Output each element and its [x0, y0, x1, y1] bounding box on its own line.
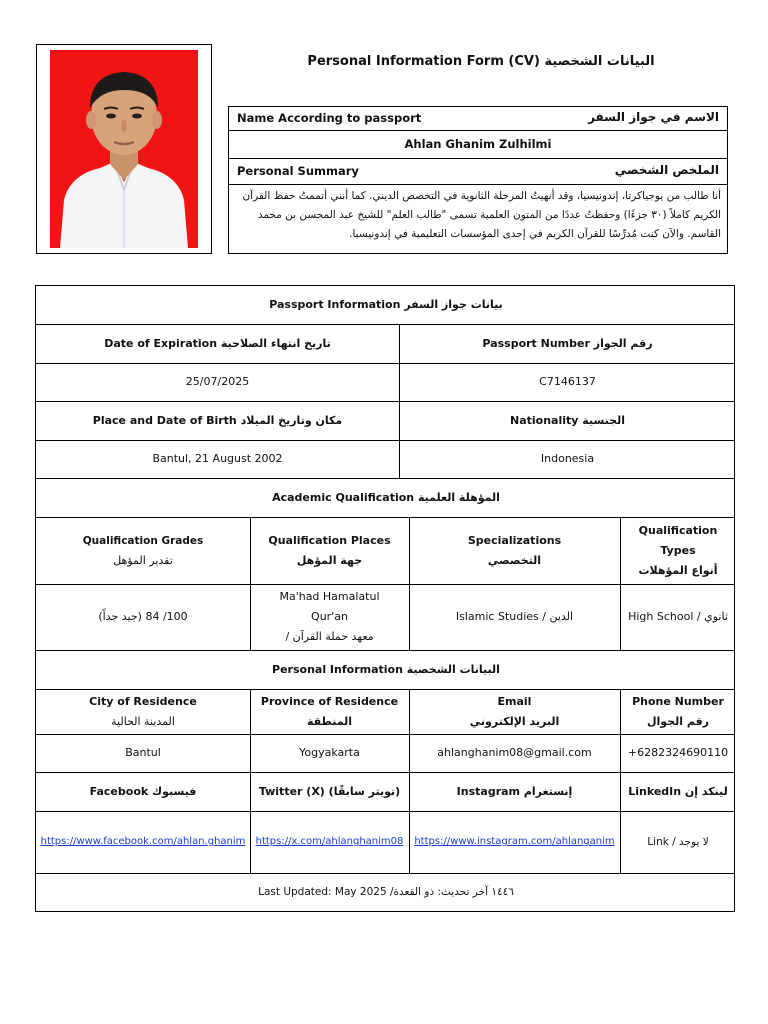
- phone-value[interactable]: +6282324690110: [627, 746, 729, 759]
- place-value: [250, 584, 409, 650]
- expiry-label: Date of Expiration تاريخ انتهاء الصلاحية: [104, 336, 331, 350]
- name-label-row: [229, 107, 727, 131]
- city-header: [36, 689, 250, 734]
- summary-label-row: [229, 159, 727, 185]
- province-label-en: Province of Residence: [260, 694, 399, 708]
- twitter-link[interactable]: https://x.com/ahlanghanim08: [255, 836, 404, 847]
- email-label-en: Email: [497, 694, 532, 708]
- place-value-line-3: معهد حملة القرآن /: [285, 630, 374, 643]
- phone-label-ar: رقم الجوال: [646, 714, 710, 728]
- specializations-label-ar: التخصصي: [487, 553, 542, 567]
- types-header: [620, 517, 736, 584]
- places-label-en: Qualification Places: [268, 533, 391, 547]
- city-label-en: City of Residence: [89, 694, 197, 708]
- twitter-label: Twitter (X) (تويتر سابقًا): [258, 784, 401, 798]
- province-label-ar: المنطقة: [306, 714, 353, 728]
- city-value: Bantul: [125, 746, 161, 759]
- places-label-ar: جهة المؤهل: [296, 553, 363, 567]
- instagram-label: Instagram إنستغرام: [456, 784, 573, 798]
- summary-label-en: Personal Summary: [237, 164, 359, 178]
- summary-label-ar: الملخص الشخصي: [614, 163, 719, 177]
- instagram-link[interactable]: https://www.instagram.com/ahlanganim: [414, 836, 615, 847]
- birth-label: Place and Date of Birth مكان وتاريخ الميلاد: [92, 413, 343, 427]
- name-value: Ahlan Ghanim Zulhilmi: [404, 137, 552, 151]
- last-updated: Last Updated: May 2025 /١٤٤٦ آخر تحديث: ذو القعدة: [258, 886, 514, 898]
- personal-section-header: Personal Information البيانات الشخصية: [272, 662, 500, 676]
- types-label-en-1: Qualification: [638, 523, 718, 537]
- grade-value: (جيد جداً) 100/ 84: [98, 610, 188, 623]
- name-summary-table: [228, 106, 728, 254]
- types-label-en-2: Types: [660, 543, 696, 557]
- places-header: [250, 517, 409, 584]
- main-info-table: [35, 285, 735, 912]
- phone-header: [620, 689, 736, 734]
- facebook-link[interactable]: https://www.facebook.com/ahlan.ghanim: [40, 836, 246, 847]
- expiry-value: 25/07/2025: [185, 375, 250, 388]
- email-label-ar: البريد الإلكتروني: [469, 714, 560, 728]
- grades-label-ar: تقدير المؤهل: [113, 553, 173, 567]
- linkedin-value: Link / لا يوجد: [647, 836, 709, 848]
- passport-number-label: Passport Number رقم الجواز: [482, 336, 653, 350]
- type-value: High School / ثانوي: [628, 610, 728, 623]
- form-title: Personal Information Form (CV) البيانات الشخصية: [307, 54, 655, 69]
- place-value-line-2: Qur'an: [311, 610, 348, 623]
- grades-header: [36, 517, 250, 584]
- summary-text: أنا طالب من يوجياكرتا، إندونيسيا، وقد أنهيتُ المرحلة الثانوية في التخصص الديني. كما أنني أتممتُ حفظ القرآن الكريم كاملاً (٣٠ جزءًا) وحفظتُ عددًا من المتون العلمية تسمى "طالب العلم" للشيخ عبد المحسن بن محمد القاسم. والآن كنت مُدرِّسًا للقرآن الكريم في إحدى المؤسسات التعليمية في إندونيسيا.: [242, 190, 721, 240]
- name-label-ar: الاسم في جواز السفر: [588, 110, 719, 124]
- email-header: [409, 689, 620, 734]
- facebook-label: Facebook فيسبوك: [89, 784, 197, 798]
- profile-photo-frame: [36, 44, 212, 254]
- email-value[interactable]: ahlanghanim08@gmail.com: [437, 746, 592, 759]
- phone-label-en: Phone Number: [632, 694, 724, 708]
- name-label-en: Name According to passport: [237, 111, 422, 125]
- passport-section-header: Passport Information بيانات جواز السفر: [269, 298, 503, 311]
- passport-number-value: C7146137: [539, 375, 596, 388]
- nationality-label: Nationality الجنسية: [510, 413, 625, 427]
- linkedin-label: LinkedIn لينكد إن: [628, 784, 728, 798]
- instagram-cell: [409, 811, 620, 873]
- specialization-value: Islamic Studies / الدين: [455, 610, 574, 623]
- types-label-ar: أنواع المؤهلات: [638, 563, 718, 577]
- profile-photo: [50, 50, 198, 248]
- specializations-header: [409, 517, 620, 584]
- city-label-ar: المدينة الحالية: [111, 714, 175, 728]
- nationality-value: Indonesia: [540, 452, 595, 465]
- place-value-line-1: Ma'had Hamalatul: [279, 590, 380, 603]
- grades-label-en: Qualification Grades: [82, 534, 204, 547]
- province-value: Yogyakarta: [299, 746, 360, 759]
- province-header: [250, 689, 409, 734]
- facebook-cell: [36, 811, 250, 873]
- twitter-cell: [250, 811, 409, 873]
- name-value-row: [229, 131, 727, 159]
- birth-value: Bantul, 21 August 2002: [152, 452, 283, 465]
- specializations-label-en: Specializations: [467, 533, 562, 547]
- academic-section-header: Academic Qualification المؤهلة العلمية: [272, 490, 500, 504]
- linkedin-cell: [620, 811, 736, 873]
